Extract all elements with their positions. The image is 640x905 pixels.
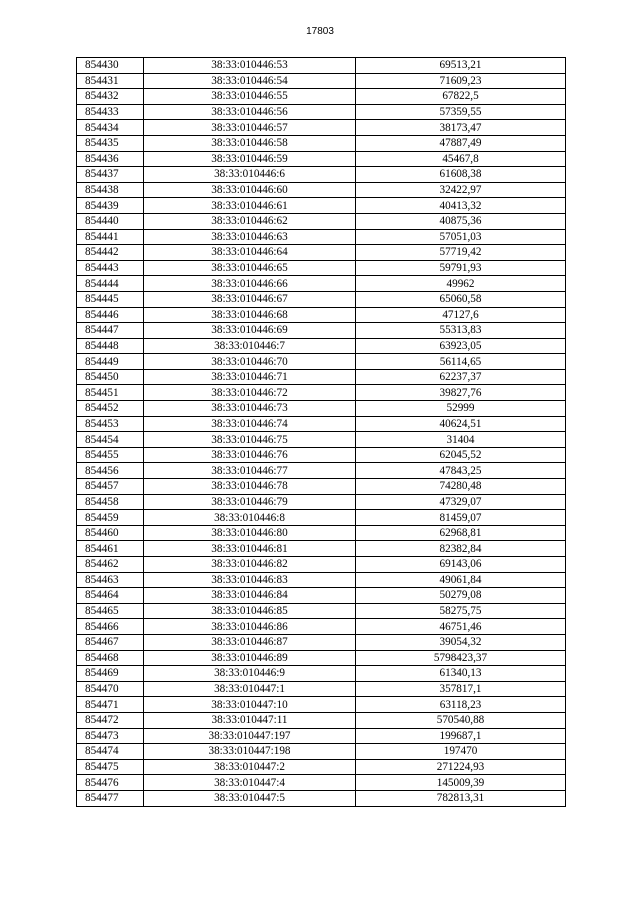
row-number-cell: 854455 <box>77 447 144 463</box>
table-row <box>77 276 566 292</box>
table-row <box>77 58 566 74</box>
table-row <box>77 650 566 666</box>
cadastral-number-cell: 38:33:010446:66 <box>144 276 356 292</box>
row-number-cell: 854464 <box>77 588 144 604</box>
table-row <box>77 447 566 463</box>
table-row <box>77 775 566 791</box>
value-cell: 50279,08 <box>356 588 566 604</box>
row-number-cell: 854448 <box>77 338 144 354</box>
row-number-cell: 854450 <box>77 369 144 385</box>
cadastral-number-cell: 38:33:010446:7 <box>144 338 356 354</box>
value-cell: 69513,21 <box>356 58 566 74</box>
cadastral-number-cell: 38:33:010446:86 <box>144 619 356 635</box>
cadastral-number-cell: 38:33:010446:9 <box>144 666 356 682</box>
row-number-cell: 854449 <box>77 354 144 370</box>
value-cell: 38173,47 <box>356 120 566 136</box>
cadastral-number-cell: 38:33:010446:83 <box>144 572 356 588</box>
cadastral-number-cell: 38:33:010446:64 <box>144 245 356 261</box>
value-cell: 570540,88 <box>356 712 566 728</box>
row-number-cell: 854470 <box>77 681 144 697</box>
table-row <box>77 479 566 495</box>
row-number-cell: 854462 <box>77 557 144 573</box>
cadastral-number-cell: 38:33:010446:59 <box>144 151 356 167</box>
cadastral-number-cell: 38:33:010446:67 <box>144 291 356 307</box>
row-number-cell: 854454 <box>77 432 144 448</box>
value-cell: 5798423,37 <box>356 650 566 666</box>
value-cell: 197470 <box>356 744 566 760</box>
table-row <box>77 666 566 682</box>
table-row <box>77 323 566 339</box>
table-row <box>77 291 566 307</box>
value-cell: 56114,65 <box>356 354 566 370</box>
row-number-cell: 854436 <box>77 151 144 167</box>
value-cell: 81459,07 <box>356 510 566 526</box>
row-number-cell: 854432 <box>77 89 144 105</box>
table-row <box>77 198 566 214</box>
row-number-cell: 854441 <box>77 229 144 245</box>
table-row <box>77 182 566 198</box>
row-number-cell: 854453 <box>77 416 144 432</box>
cadastral-number-cell: 38:33:010447:197 <box>144 728 356 744</box>
row-number-cell: 854433 <box>77 104 144 120</box>
value-cell: 32422,97 <box>356 182 566 198</box>
value-cell: 67822,5 <box>356 89 566 105</box>
value-cell: 82382,84 <box>356 541 566 557</box>
cadastral-number-cell: 38:33:010446:76 <box>144 447 356 463</box>
value-cell: 63923,05 <box>356 338 566 354</box>
value-cell: 199687,1 <box>356 728 566 744</box>
value-cell: 57051,03 <box>356 229 566 245</box>
row-number-cell: 854468 <box>77 650 144 666</box>
cadastral-number-cell: 38:33:010446:6 <box>144 167 356 183</box>
value-cell: 47843,25 <box>356 463 566 479</box>
value-cell: 40413,32 <box>356 198 566 214</box>
value-cell: 145009,39 <box>356 775 566 791</box>
table-row <box>77 541 566 557</box>
row-number-cell: 854443 <box>77 260 144 276</box>
cadastral-number-cell: 38:33:010447:198 <box>144 744 356 760</box>
table-row <box>77 494 566 510</box>
value-cell: 52999 <box>356 401 566 417</box>
value-cell: 58275,75 <box>356 603 566 619</box>
row-number-cell: 854473 <box>77 728 144 744</box>
row-number-cell: 854466 <box>77 619 144 635</box>
cadastral-number-cell: 38:33:010446:63 <box>144 229 356 245</box>
value-cell: 62237,37 <box>356 369 566 385</box>
table-row <box>77 167 566 183</box>
table-row <box>77 712 566 728</box>
row-number-cell: 854458 <box>77 494 144 510</box>
value-cell: 57719,42 <box>356 245 566 261</box>
row-number-cell: 854456 <box>77 463 144 479</box>
cadastral-number-cell: 38:33:010446:78 <box>144 479 356 495</box>
table-row <box>77 120 566 136</box>
table-row <box>77 619 566 635</box>
cadastral-number-cell: 38:33:010446:57 <box>144 120 356 136</box>
table-row <box>77 744 566 760</box>
cadastral-number-cell: 38:33:010446:87 <box>144 634 356 650</box>
cadastral-number-cell: 38:33:010446:80 <box>144 525 356 541</box>
table-row <box>77 432 566 448</box>
cadastral-number-cell: 38:33:010446:60 <box>144 182 356 198</box>
row-number-cell: 854461 <box>77 541 144 557</box>
row-number-cell: 854430 <box>77 58 144 74</box>
cadastral-number-cell: 38:33:010446:56 <box>144 104 356 120</box>
value-cell: 40875,36 <box>356 213 566 229</box>
row-number-cell: 854460 <box>77 525 144 541</box>
cadastral-number-cell: 38:33:010446:69 <box>144 323 356 339</box>
table-row <box>77 681 566 697</box>
table-row <box>77 307 566 323</box>
value-cell: 39827,76 <box>356 385 566 401</box>
row-number-cell: 854440 <box>77 213 144 229</box>
value-cell: 62045,52 <box>356 447 566 463</box>
value-cell: 47887,49 <box>356 135 566 151</box>
value-cell: 63118,23 <box>356 697 566 713</box>
row-number-cell: 854475 <box>77 759 144 775</box>
cadastral-number-cell: 38:33:010446:73 <box>144 401 356 417</box>
table-row <box>77 89 566 105</box>
value-cell: 57359,55 <box>356 104 566 120</box>
cadastral-number-cell: 38:33:010447:10 <box>144 697 356 713</box>
table-row <box>77 151 566 167</box>
value-cell: 40624,51 <box>356 416 566 432</box>
cadastral-number-cell: 38:33:010446:82 <box>144 557 356 573</box>
row-number-cell: 854439 <box>77 198 144 214</box>
cadastral-number-cell: 38:33:010447:2 <box>144 759 356 775</box>
value-cell: 47127,6 <box>356 307 566 323</box>
cadastral-number-cell: 38:33:010446:81 <box>144 541 356 557</box>
table-row <box>77 463 566 479</box>
table-body <box>77 58 566 807</box>
row-number-cell: 854459 <box>77 510 144 526</box>
row-number-cell: 854447 <box>77 323 144 339</box>
cadastral-number-cell: 38:33:010446:84 <box>144 588 356 604</box>
cadastral-number-cell: 38:33:010446:75 <box>144 432 356 448</box>
table-row <box>77 416 566 432</box>
value-cell: 357817,1 <box>356 681 566 697</box>
cadastral-number-cell: 38:33:010446:89 <box>144 650 356 666</box>
row-number-cell: 854435 <box>77 135 144 151</box>
value-cell: 45467,8 <box>356 151 566 167</box>
row-number-cell: 854451 <box>77 385 144 401</box>
row-number-cell: 854438 <box>77 182 144 198</box>
table-row <box>77 260 566 276</box>
row-number-cell: 854431 <box>77 73 144 89</box>
row-number-cell: 854465 <box>77 603 144 619</box>
value-cell: 46751,46 <box>356 619 566 635</box>
table-row <box>77 135 566 151</box>
cadastral-number-cell: 38:33:010446:68 <box>144 307 356 323</box>
cadastral-number-cell: 38:33:010446:70 <box>144 354 356 370</box>
value-cell: 782813,31 <box>356 790 566 806</box>
cadastral-number-cell: 38:33:010446:53 <box>144 58 356 74</box>
cadastral-number-cell: 38:33:010446:77 <box>144 463 356 479</box>
cadastral-number-cell: 38:33:010446:74 <box>144 416 356 432</box>
row-number-cell: 854442 <box>77 245 144 261</box>
cadastral-number-cell: 38:33:010446:61 <box>144 198 356 214</box>
value-cell: 71609,23 <box>356 73 566 89</box>
cadastral-number-cell: 38:33:010447:1 <box>144 681 356 697</box>
value-cell: 31404 <box>356 432 566 448</box>
cadastral-number-cell: 38:33:010446:79 <box>144 494 356 510</box>
value-cell: 61608,38 <box>356 167 566 183</box>
table-row <box>77 790 566 806</box>
table-row <box>77 634 566 650</box>
value-cell: 69143,06 <box>356 557 566 573</box>
value-cell: 59791,93 <box>356 260 566 276</box>
table-row <box>77 104 566 120</box>
table-row <box>77 697 566 713</box>
value-cell: 49962 <box>356 276 566 292</box>
table-row <box>77 354 566 370</box>
cadastral-number-cell: 38:33:010446:58 <box>144 135 356 151</box>
row-number-cell: 854471 <box>77 697 144 713</box>
table-row <box>77 73 566 89</box>
table-row <box>77 728 566 744</box>
row-number-cell: 854467 <box>77 634 144 650</box>
table-row <box>77 525 566 541</box>
row-number-cell: 854477 <box>77 790 144 806</box>
table-row <box>77 588 566 604</box>
row-number-cell: 854446 <box>77 307 144 323</box>
value-cell: 65060,58 <box>356 291 566 307</box>
table-row <box>77 510 566 526</box>
table-row <box>77 759 566 775</box>
table-row <box>77 369 566 385</box>
table-row <box>77 557 566 573</box>
table-row <box>77 603 566 619</box>
cadastral-number-cell: 38:33:010446:54 <box>144 73 356 89</box>
row-number-cell: 854452 <box>77 401 144 417</box>
value-cell: 39054,32 <box>356 634 566 650</box>
table-row <box>77 572 566 588</box>
value-cell: 74280,48 <box>356 479 566 495</box>
row-number-cell: 854469 <box>77 666 144 682</box>
table-row <box>77 338 566 354</box>
row-number-cell: 854474 <box>77 744 144 760</box>
cadastral-number-cell: 38:33:010446:8 <box>144 510 356 526</box>
cadastral-number-cell: 38:33:010446:85 <box>144 603 356 619</box>
table-row <box>77 213 566 229</box>
table-row <box>77 245 566 261</box>
cadastral-number-cell: 38:33:010446:65 <box>144 260 356 276</box>
cadastral-number-cell: 38:33:010447:4 <box>144 775 356 791</box>
row-number-cell: 854437 <box>77 167 144 183</box>
row-number-cell: 854434 <box>77 120 144 136</box>
value-cell: 271224,93 <box>356 759 566 775</box>
row-number-cell: 854457 <box>77 479 144 495</box>
value-cell: 49061,84 <box>356 572 566 588</box>
value-cell: 47329,07 <box>356 494 566 510</box>
row-number-cell: 854472 <box>77 712 144 728</box>
row-number-cell: 854476 <box>77 775 144 791</box>
value-cell: 62968,81 <box>356 525 566 541</box>
cadastral-number-cell: 38:33:010446:62 <box>144 213 356 229</box>
table-row <box>77 229 566 245</box>
page-number: 17803 <box>306 26 334 37</box>
value-cell: 61340,13 <box>356 666 566 682</box>
cadastral-number-cell: 38:33:010446:72 <box>144 385 356 401</box>
cadastral-number-cell: 38:33:010447:11 <box>144 712 356 728</box>
cadastral-number-cell: 38:33:010447:5 <box>144 790 356 806</box>
row-number-cell: 854463 <box>77 572 144 588</box>
value-cell: 55313,83 <box>356 323 566 339</box>
table-row <box>77 401 566 417</box>
table-row <box>77 385 566 401</box>
row-number-cell: 854444 <box>77 276 144 292</box>
cadastral-table <box>76 57 566 807</box>
row-number-cell: 854445 <box>77 291 144 307</box>
cadastral-number-cell: 38:33:010446:55 <box>144 89 356 105</box>
cadastral-number-cell: 38:33:010446:71 <box>144 369 356 385</box>
